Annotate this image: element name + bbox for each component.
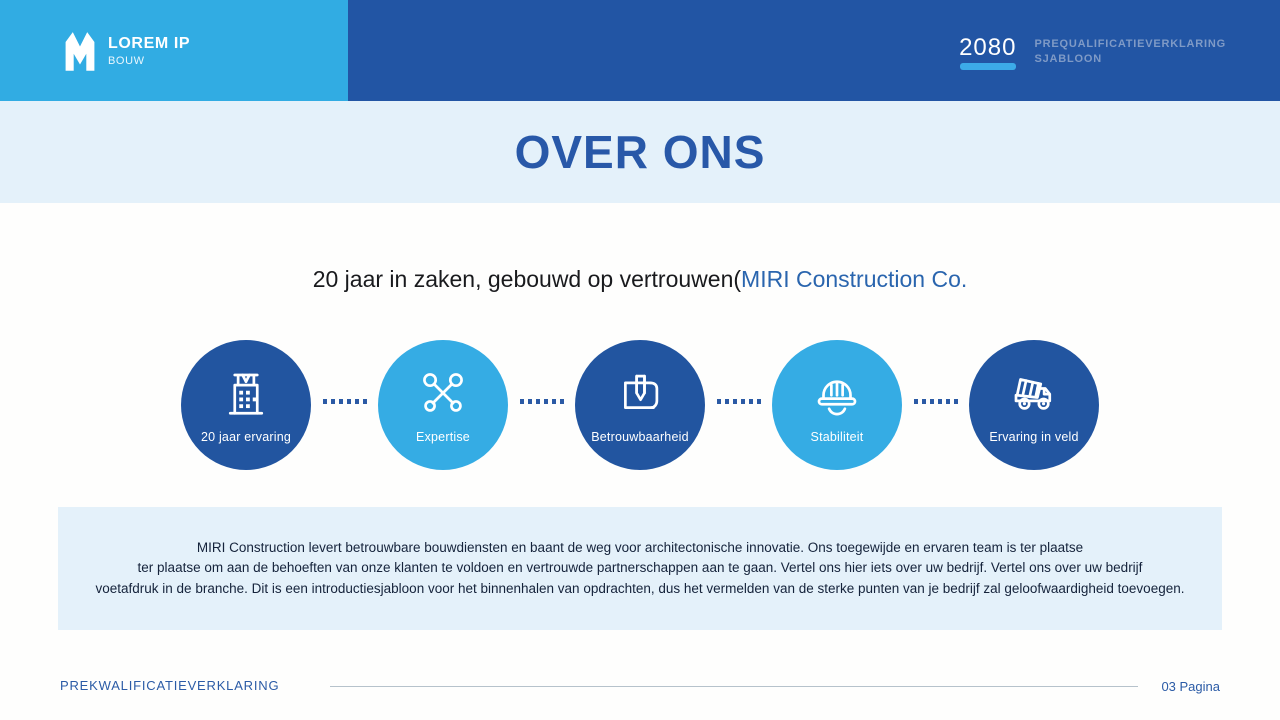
feature-label: Stabiliteit — [810, 430, 864, 444]
hardhat-icon — [809, 364, 865, 422]
header-right-block — [959, 36, 1226, 70]
about-line: voetafdruk in de branche. Dit is een introductiesjabloon voor het binnenhalen van opdrachten, dus het vermelden van de sterke punten van je bedrijf zal geloofwaardigheid toevoegen. — [95, 580, 1185, 596]
subtitle-company-name: MIRI Construction Co. — [741, 266, 968, 292]
feature-circle-field-experience — [969, 340, 1099, 470]
logo-box — [0, 0, 348, 101]
feature-circle-experience — [181, 340, 311, 470]
about-line: MIRI Construction levert betrouwbare bouwdiensten en baant de weg voor architectonische innovatie. Ons toegewijde en ervaren team is ter plaatse — [196, 539, 1084, 555]
about-text-box — [58, 507, 1222, 630]
dotted-connector — [705, 340, 772, 470]
wrench-tools-icon — [415, 364, 471, 422]
blueprint-pen-icon — [612, 364, 668, 422]
title-band — [0, 101, 1280, 203]
feature-circle-expertise — [378, 340, 508, 470]
dotted-connector — [902, 340, 969, 470]
header-band — [0, 0, 1280, 101]
brand-name: LOREM IP — [108, 34, 191, 52]
building-icon — [218, 364, 274, 422]
dotted-connector — [311, 340, 378, 470]
tagline-line1: PREQUALIFICATIEVERKLARING — [1034, 38, 1226, 50]
footer-document-title: PREKWALIFICATIEVERKLARING — [60, 678, 280, 693]
year-underline-bar — [960, 63, 1016, 70]
feature-label: Betrouwbaarheid — [591, 430, 689, 444]
feature-label: Expertise — [416, 430, 470, 444]
subtitle — [0, 266, 1280, 293]
feature-label: Ervaring in veld — [989, 430, 1079, 444]
subtitle-text: 20 jaar in zaken, gebouwd op vertrouwen( — [312, 266, 742, 292]
page-title: OVER ONS — [514, 126, 766, 178]
tagline-line2: SJABLOON — [1034, 53, 1102, 65]
header-tagline — [1034, 37, 1226, 67]
feature-circle-stability — [772, 340, 902, 470]
brand-text-block — [108, 35, 190, 67]
brand-subtitle: BOUW — [108, 54, 145, 67]
feature-circle-reliability — [575, 340, 705, 470]
m-logo-icon — [62, 29, 98, 73]
feature-label: 20 jaar ervaring — [200, 430, 292, 444]
features-row — [0, 340, 1280, 470]
about-line: ter plaatse om aan de behoeften van onze klanten te voldoen en vertrouwde partnerschappen aan te gaan. Vertel ons hier iets over uw bedrijf. Vertel ons over uw bedrijf — [137, 560, 1143, 576]
year-text: 2080 — [959, 34, 1017, 61]
footer-page-number: 03 Pagina — [1161, 679, 1220, 694]
footer-divider-line — [330, 686, 1138, 687]
mixer-truck-icon — [1006, 364, 1062, 422]
year-block — [959, 36, 1016, 70]
dotted-connector — [508, 340, 575, 470]
